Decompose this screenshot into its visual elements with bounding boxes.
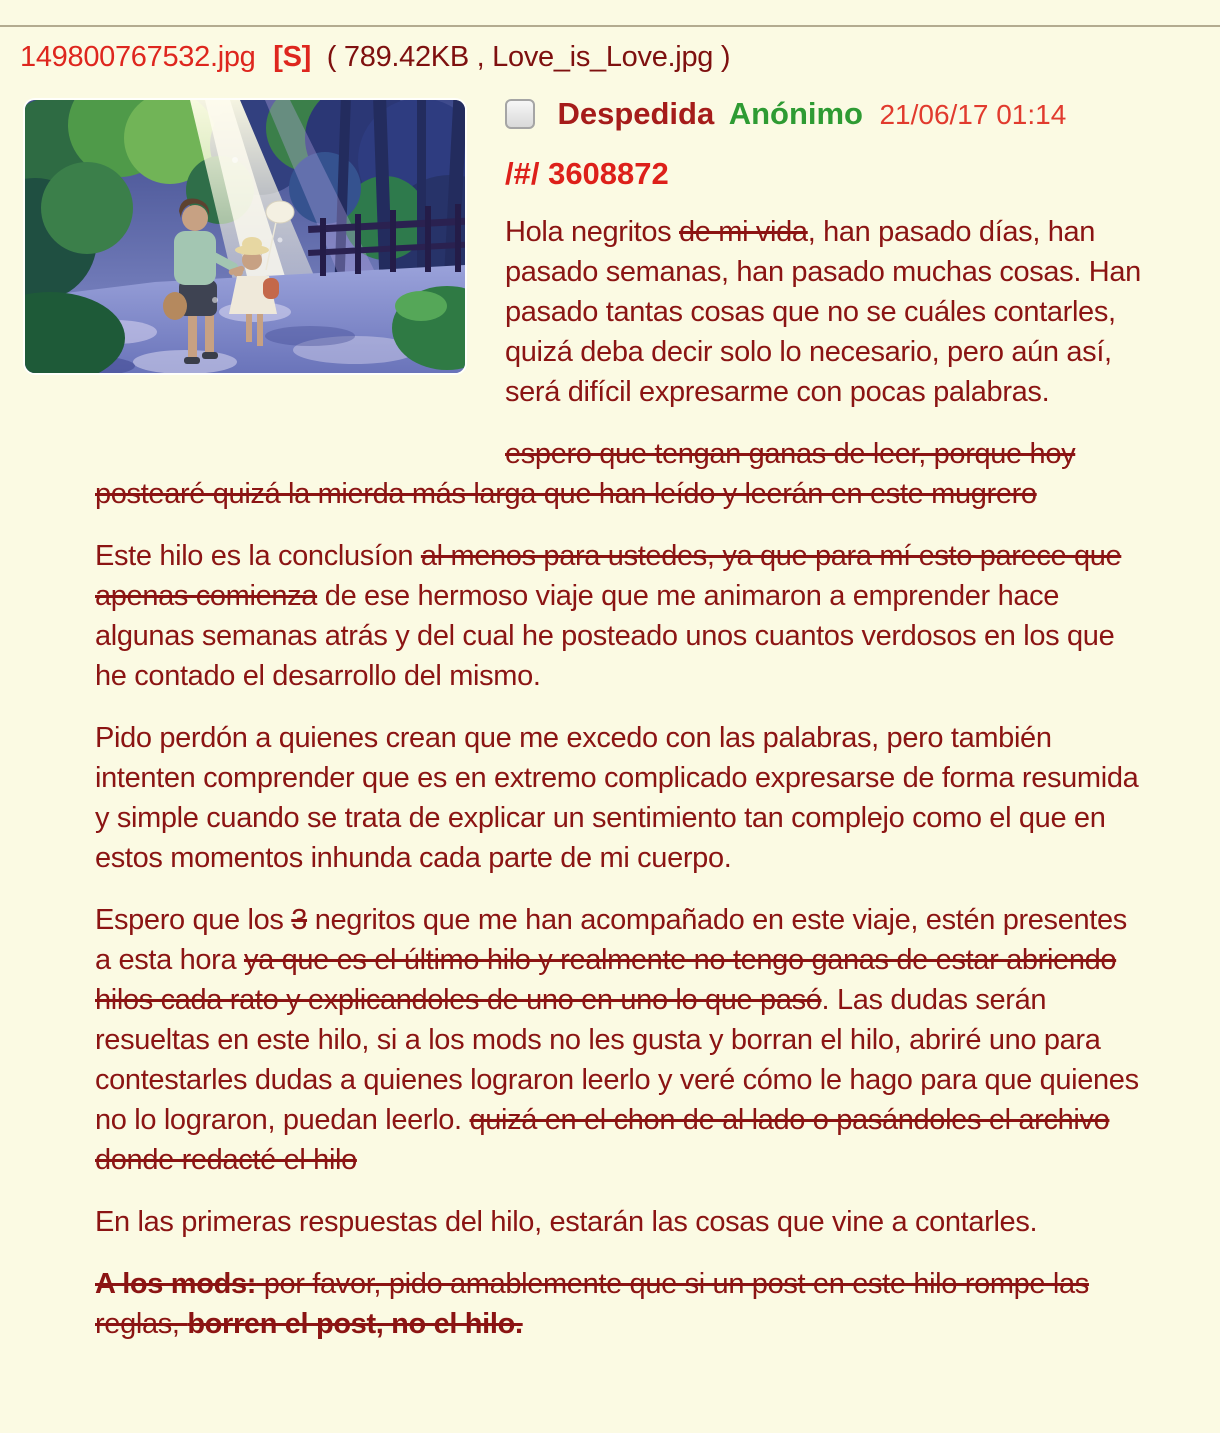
post-subject: Despedida xyxy=(557,96,715,131)
strikethrough-text: ya que es el último hilo y realmente no tengo ganas de estar abriendo hilos cada rato y explicandoles de uno en uno lo que pasó xyxy=(95,944,1117,1016)
post-number-link[interactable]: /#/ 3608872 xyxy=(505,156,669,191)
post-thumbnail[interactable] xyxy=(25,100,465,373)
strikethrough-text: quizá en el chon de al lado o pasándoles el archivo donde redacté el hilo xyxy=(95,1104,1110,1176)
bold-strikethrough-text: borren el post, no el hilo. xyxy=(187,1308,523,1340)
file-info-line xyxy=(20,41,1220,74)
post-timestamp: 21/06/17 01:14 xyxy=(879,99,1067,130)
post-author: Anónimo xyxy=(728,96,863,131)
strikethrough-text: espero que tengan ganas de leer, porque hoy postearé quizá la mierda más larga que han leído y leerán en este mugrero xyxy=(95,438,1076,510)
strikethrough-text: de mi vida xyxy=(679,216,808,248)
strikethrough-text: al menos para ustedes, ya que para mí esto parece que apenas comienza xyxy=(95,540,1122,612)
strikethrough-text: por favor, pido amablemente que si un post en este hilo rompe las reglas, xyxy=(95,1268,1089,1340)
post-text xyxy=(95,212,1145,1344)
post-paragraph: Espero que los 3 negritos que me han acompañado en este viaje, estén presentes a esta hora ya que es el último hilo y realmente no tengo ganas de estar abriendo hilos cada rato y explicandoles de uno en uno lo que pasó. Las dudas serán resueltas en este hilo, si a los mods no les gusta y borran el hilo, abriré uno para contestarles dudas a quienes lograron leerlo y veré cómo le hago para que quienes no lo lograron, puedan leerlo. quizá en el chon de al lado o pasándoles el archivo donde redacté el hilo xyxy=(95,904,1139,1176)
thumbnail-image xyxy=(25,100,465,373)
top-divider xyxy=(0,25,1220,27)
post-paragraph: Pido perdón a quienes crean que me excedo con las palabras, pero también intenten comprender que es en extremo complicado expresarse de forma resumida y simple cuando se trata de explicar un sentimiento tan complejo como el que en estos momentos inhunda cada parte de mi cuerpo. xyxy=(95,722,1139,874)
strikethrough-text: 3 xyxy=(291,904,308,936)
file-spoiler-link[interactable]: [S] xyxy=(273,41,312,73)
file-name-link[interactable]: 149800767532.jpg xyxy=(20,41,256,73)
post-container xyxy=(0,92,1220,1344)
post-paragraph: En las primeras respuestas del hilo, estarán las cosas que vine a contarles. xyxy=(95,1206,1038,1238)
post-paragraph xyxy=(95,1264,1145,1344)
post-paragraph: Hola negritos de mi vida, han pasado días, han pasado semanas, han pasado muchas cosas. Han pasado tantas cosas que no se cuáles contarles, quizá deba decir solo lo necesario, pero aún así, será difícil expresarme con pocas palabras. xyxy=(505,216,1141,408)
post-paragraph xyxy=(95,434,1145,514)
bold-strikethrough-text: A los mods: xyxy=(95,1268,257,1300)
file-meta: ( 789.42KB , Love_is_Love.jpg ) xyxy=(326,41,731,73)
post-paragraph: Este hilo es la conclusíon al menos para ustedes, ya que para mí esto parece que apenas comienza de ese hermoso viaje que me animaron a emprender hace algunas semanas atrás y del cual he posteado unos cuantos verdosos en los que he contado el desarrollo del mismo. xyxy=(95,540,1122,692)
post-select-checkbox[interactable] xyxy=(505,99,535,129)
